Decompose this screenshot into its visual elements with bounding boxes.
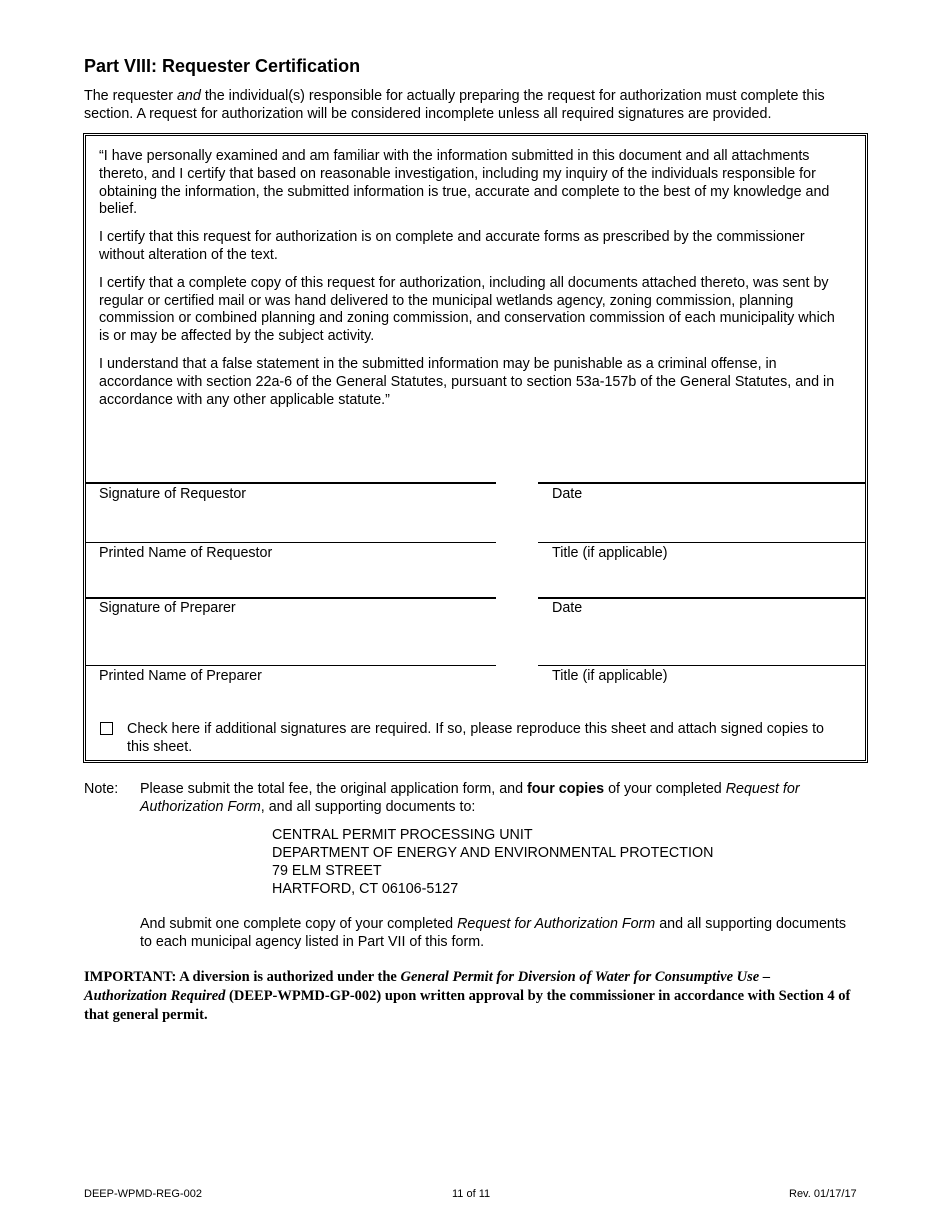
requestor-title-label: Title (if applicable) xyxy=(552,545,668,561)
note-text: of your completed xyxy=(604,781,726,797)
certification-paragraph: I certify that this request for authorization is on complete and accurate forms as prescribed by the commissioner without alteration of the text. xyxy=(99,229,805,263)
mailing-address xyxy=(272,826,713,898)
certification-paragraph: I certify that a complete copy of this request for authorization, including all documents attached thereto, was sent by regular or certified mail or was hand delivered to the municipal wetlands agency, zoning commission, planning commission or combined planning and zoning commission, and conservation commission of each municipality which is or may be affected by the subject activity. xyxy=(99,274,835,345)
followup-text: and all supporting documents to each municipal agency listed in Part VII of this form. xyxy=(140,916,846,950)
requestor-name-label: Printed Name of Requestor xyxy=(99,545,273,561)
intro-text-end: the individual(s) responsible for actually preparing the request for authorization must complete this section. A request for authorization will be considered incomplete unless all required signatures are provided. xyxy=(84,88,825,122)
followup-text: And submit one complete copy of your completed xyxy=(140,916,458,932)
certification-paragraph: “I have personally examined and am familiar with the information submitted in this document and all attachments thereto, and I certify that based on reasonable investigation, including my inquiry of the individuals responsible for obtaining the information, the submitted information is true, accurate and complete to the best of my knowledge and belief. xyxy=(99,148,830,218)
address-line: 79 ELM STREET xyxy=(272,863,382,879)
important-text: IMPORTANT: A diversion is authorized under the xyxy=(84,969,401,985)
important-text: (DEEP-WPMD-GP-002) upon written approval by the commissioner in accordance with Section 4 of that general permit. xyxy=(84,988,851,1023)
preparer-title-line[interactable] xyxy=(538,665,866,666)
requestor-date-line[interactable] xyxy=(538,482,866,484)
requestor-name-line[interactable] xyxy=(86,542,496,543)
footer-revision: Rev. 01/17/17 xyxy=(789,1188,857,1200)
important-permit-name: General Permit for Diversion of Water for Consumptive Use – Authorization Required xyxy=(84,969,771,1004)
requestor-date-label: Date xyxy=(552,486,583,502)
note-text: , and all supporting documents to: xyxy=(260,799,476,815)
requestor-signature-line[interactable] xyxy=(86,482,496,484)
preparer-signature-label: Signature of Preparer xyxy=(99,600,236,616)
note-bold-text: four copies xyxy=(527,781,605,797)
address-line: CENTRAL PERMIT PROCESSING UNIT xyxy=(272,827,533,843)
note-text: Please submit the total fee, the original application form, and xyxy=(140,781,528,797)
intro-text-start: The requester xyxy=(84,88,177,104)
certification-box xyxy=(83,133,868,763)
preparer-date-line[interactable] xyxy=(538,597,866,599)
preparer-name-line[interactable] xyxy=(86,665,496,666)
section-intro xyxy=(84,87,874,123)
intro-emphasis: and xyxy=(176,88,201,104)
preparer-title-label: Title (if applicable) xyxy=(552,668,668,684)
requestor-title-line[interactable] xyxy=(538,542,866,543)
footer-page-number: 11 of 11 xyxy=(452,1188,491,1200)
followup-instructions xyxy=(140,915,860,951)
note-form-name: Request for Authorization Form xyxy=(140,781,800,815)
preparer-date-label: Date xyxy=(552,600,583,616)
additional-signatures-checkbox[interactable] xyxy=(100,722,113,735)
note-label: Note: xyxy=(84,781,119,797)
note-body xyxy=(140,780,870,816)
address-line: HARTFORD, CT 06106-5127 xyxy=(272,881,459,897)
requestor-signature-label: Signature of Requestor xyxy=(99,486,247,502)
section-title: Part VIII: Requester Certification xyxy=(84,56,361,76)
certification-paragraph: I understand that a false statement in the submitted information may be punishable as a criminal offense, in accordance with section 22a-6 of the General Statutes, pursuant to section 53a-157b of the General Statutes, and in accordance with any other applicable statute.” xyxy=(99,355,835,408)
followup-form-name: Request for Authorization Form xyxy=(457,916,656,932)
additional-signatures-label: Check here if additional signatures are required. If so, please reproduce this sheet and attach signed copies to this sheet. xyxy=(127,721,825,755)
certification-statement xyxy=(99,148,849,419)
address-line: DEPARTMENT OF ENERGY AND ENVIRONMENTAL PROTECTION xyxy=(272,845,714,861)
important-notice xyxy=(84,968,854,1025)
footer-form-id: DEEP-WPMD-REG-002 xyxy=(84,1188,202,1200)
preparer-name-label: Printed Name of Preparer xyxy=(99,668,262,684)
